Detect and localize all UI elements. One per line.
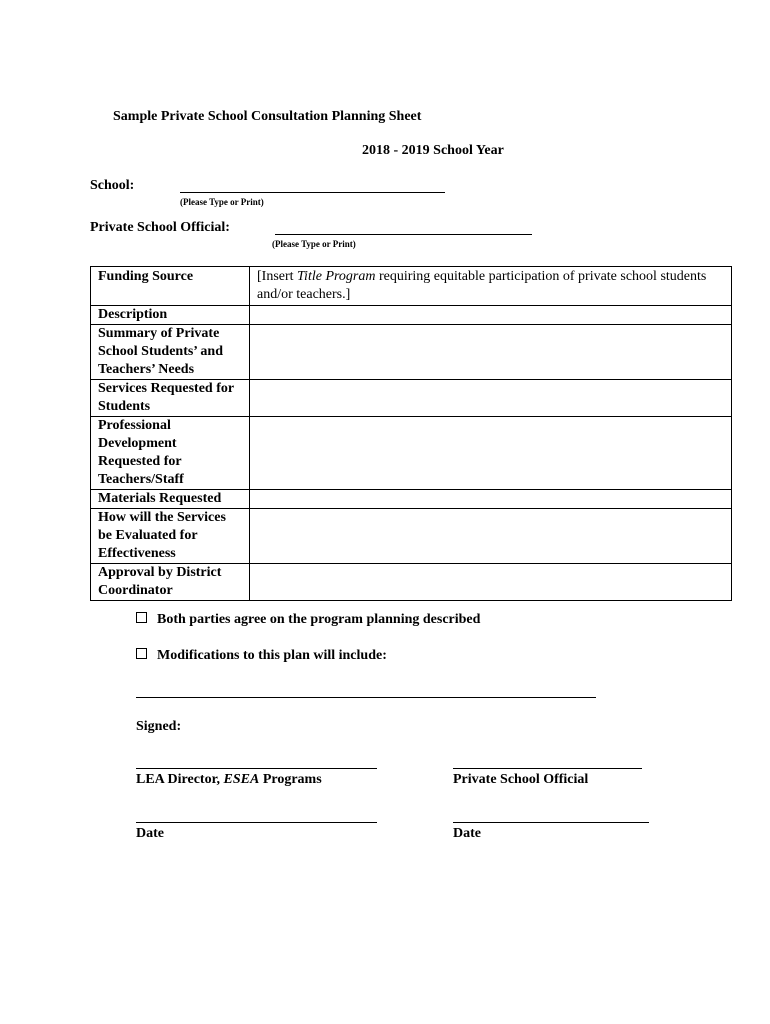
row-label: Summary of Private School Students’ and Teachers’ Needs xyxy=(91,325,250,380)
row-value-cell[interactable] xyxy=(250,509,732,564)
row-value-cell[interactable] xyxy=(250,417,732,490)
funding-source-value[interactable] xyxy=(250,267,732,306)
row-value-cell[interactable] xyxy=(250,564,732,601)
row-value-cell[interactable] xyxy=(250,306,732,325)
row-label: How will the Services be Evaluated for Effectiveness xyxy=(91,509,250,564)
lea-esea: ESEA xyxy=(223,772,260,787)
row-label: Materials Requested xyxy=(91,490,250,509)
table-row xyxy=(91,306,732,325)
official-hint: (Please Type or Print) xyxy=(272,239,356,249)
table-row xyxy=(91,490,732,509)
table-row xyxy=(91,380,732,417)
lea-signature-line[interactable] xyxy=(136,768,377,769)
modifications-option[interactable] xyxy=(136,648,387,664)
date-left-label: Date xyxy=(136,826,164,841)
funding-em: Title Program xyxy=(297,269,376,284)
lea-director-label xyxy=(136,772,322,788)
row-label: Services Requested for Students xyxy=(91,380,250,417)
row-label: Approval by District Coordinator xyxy=(91,564,250,601)
school-label: School: xyxy=(90,178,135,193)
row-label: Description xyxy=(91,306,250,325)
modifications-label: Modifications to this plan will include: xyxy=(157,648,387,663)
modifications-checkbox[interactable] xyxy=(136,648,147,659)
row-label: Funding Source xyxy=(91,267,250,306)
date-right-line[interactable] xyxy=(453,822,649,823)
table-row xyxy=(91,267,732,306)
table-row xyxy=(91,509,732,564)
official-signature-line[interactable] xyxy=(453,768,642,769)
lea-suffix: Programs xyxy=(259,772,322,787)
lea-prefix: LEA Director, xyxy=(136,772,224,787)
date-right-label: Date xyxy=(453,826,481,841)
signed-label: Signed: xyxy=(136,719,182,734)
school-year: 2018 - 2019 School Year xyxy=(362,143,504,158)
school-input-line[interactable] xyxy=(180,192,445,193)
row-value-cell[interactable] xyxy=(250,380,732,417)
row-value-cell[interactable] xyxy=(250,490,732,509)
date-left-line[interactable] xyxy=(136,822,377,823)
funding-pre: [Insert xyxy=(257,269,298,284)
table-row xyxy=(91,417,732,490)
modifications-input-line[interactable] xyxy=(136,697,596,698)
official-signature-label: Private School Official xyxy=(453,772,589,787)
row-label: Professional Development Requested for Teachers/Staff xyxy=(91,417,250,490)
page-title: Sample Private School Consultation Planning Sheet xyxy=(113,109,422,124)
agree-checkbox[interactable] xyxy=(136,612,147,623)
row-value-cell[interactable] xyxy=(250,325,732,380)
agree-option[interactable] xyxy=(136,612,480,628)
official-label: Private School Official: xyxy=(90,220,230,235)
table-row xyxy=(91,325,732,380)
table-row xyxy=(91,564,732,601)
agree-label: Both parties agree on the program planning described xyxy=(157,612,481,627)
planning-table xyxy=(90,266,732,601)
funding-post: requiring equitable participation of private school students and/or teachers.] xyxy=(257,269,707,302)
official-input-line[interactable] xyxy=(275,234,532,235)
school-hint: (Please Type or Print) xyxy=(180,197,264,207)
